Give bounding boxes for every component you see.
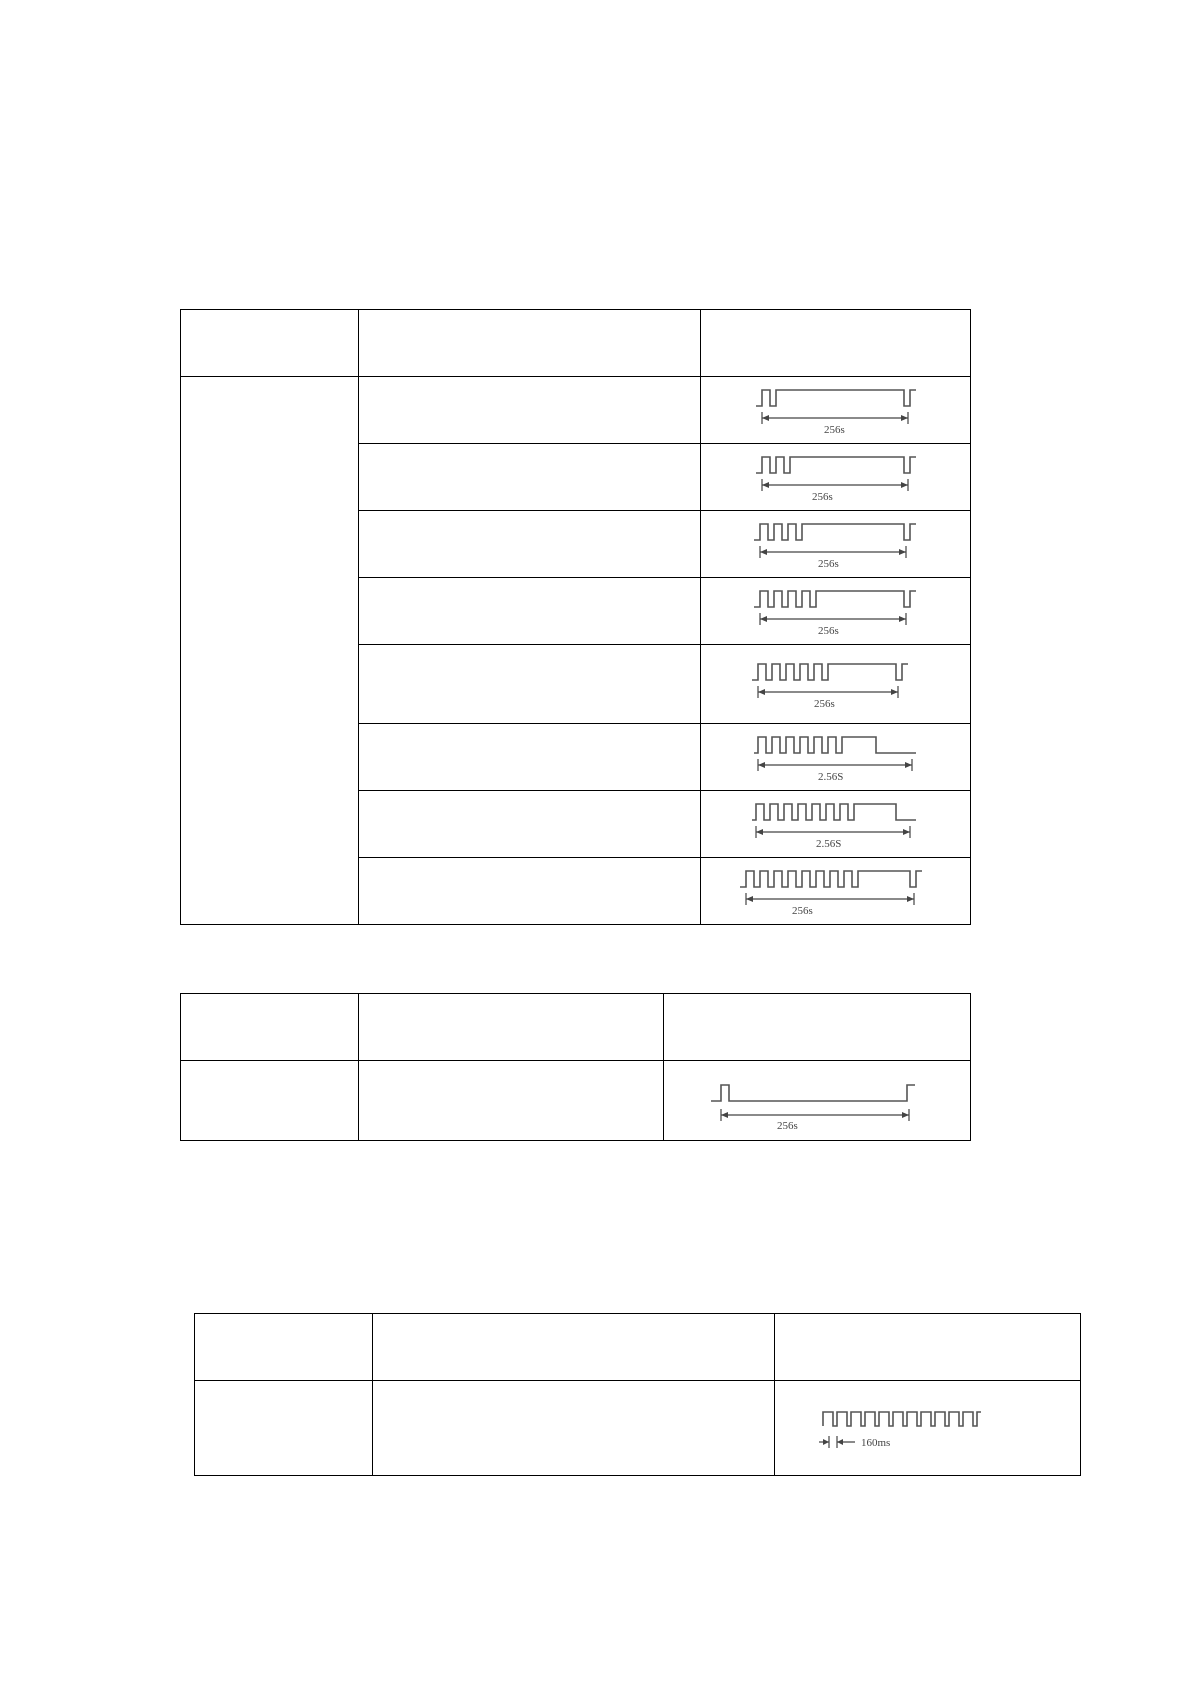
description-cell xyxy=(359,444,701,511)
waveform-cell xyxy=(701,858,971,925)
waveform-cell xyxy=(701,578,971,645)
waveform-cell xyxy=(701,791,971,858)
description-cell xyxy=(359,724,701,791)
waveform-cell xyxy=(701,724,971,791)
description-cell xyxy=(359,578,701,645)
waveform-cell xyxy=(775,1381,1081,1476)
header-cell xyxy=(359,994,664,1061)
pulse-waveform xyxy=(746,729,926,785)
waveform-cell xyxy=(701,645,971,724)
header-cell xyxy=(195,1314,373,1381)
duration-label: 256s xyxy=(823,424,845,436)
duration-label: 256s xyxy=(777,1119,798,1131)
duration-label: 256s xyxy=(817,625,839,637)
duration-label: 256s xyxy=(791,905,813,917)
header-cell xyxy=(181,310,359,377)
waveform-table-2 xyxy=(180,993,971,1141)
table-row xyxy=(181,1061,971,1141)
duration-label: 2.56S xyxy=(817,771,843,783)
header-cell xyxy=(181,994,359,1061)
period-label: 160ms xyxy=(861,1437,891,1449)
table-header-row xyxy=(181,310,971,377)
table-row xyxy=(195,1381,1081,1476)
pulse-waveform xyxy=(746,382,926,438)
duration-label: 256s xyxy=(813,698,835,710)
pulse-waveform xyxy=(746,583,926,639)
description-cell xyxy=(359,1061,664,1141)
header-cell xyxy=(775,1314,1081,1381)
table-row xyxy=(181,377,971,444)
pulse-waveform xyxy=(746,449,926,505)
waveform-table-3 xyxy=(194,1313,1081,1476)
table-header-row xyxy=(181,994,971,1061)
description-cell xyxy=(359,377,701,444)
waveform-cell xyxy=(701,511,971,578)
waveform-cell xyxy=(701,444,971,511)
header-cell xyxy=(373,1314,775,1381)
duration-label: 256s xyxy=(811,491,833,503)
header-cell xyxy=(359,310,701,377)
header-cell xyxy=(701,310,971,377)
group-cell xyxy=(195,1381,373,1476)
description-cell xyxy=(359,791,701,858)
description-cell xyxy=(359,511,701,578)
description-cell xyxy=(373,1381,775,1476)
waveform-table-1 xyxy=(180,309,971,925)
pulse-waveform xyxy=(746,516,926,572)
waveform-cell xyxy=(664,1061,971,1141)
table-header-row xyxy=(195,1314,1081,1381)
group-cell xyxy=(181,1061,359,1141)
header-cell xyxy=(664,994,971,1061)
pulse-waveform xyxy=(697,1071,937,1131)
pulse-waveform xyxy=(746,796,926,852)
duration-label: 256s xyxy=(817,558,839,570)
waveform-cell xyxy=(701,377,971,444)
group-cell xyxy=(181,377,359,925)
duration-label: 2.56S xyxy=(815,838,841,850)
pulse-waveform xyxy=(815,1398,1055,1458)
pulse-waveform xyxy=(736,863,936,919)
description-cell xyxy=(359,858,701,925)
pulse-waveform xyxy=(746,656,926,712)
description-cell xyxy=(359,645,701,724)
